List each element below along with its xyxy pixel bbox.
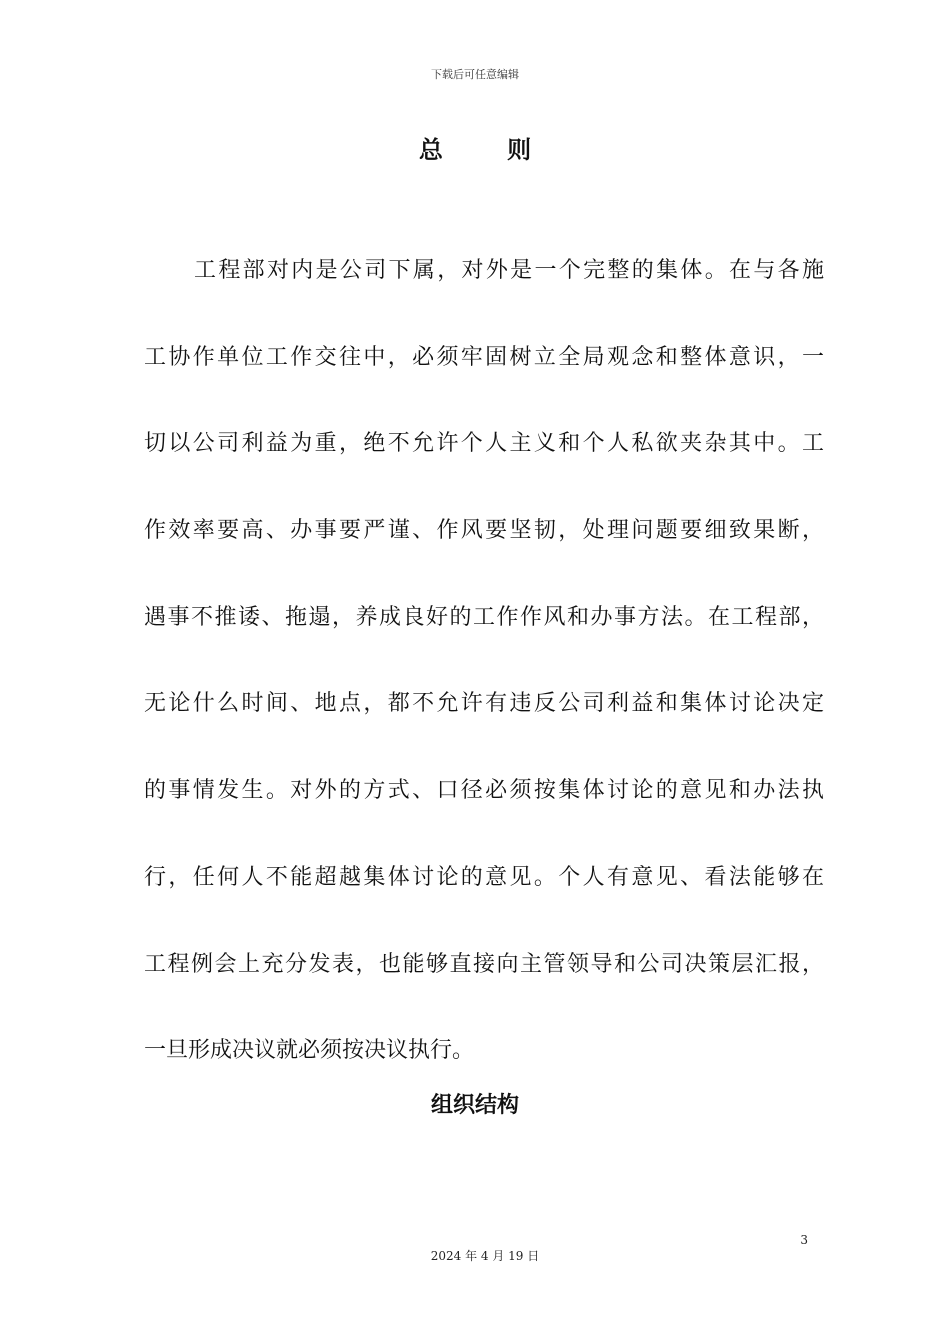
paragraph-line: 工协作单位工作交往中，必须牢固树立全局观念和整体意识，一 [144, 344, 824, 370]
paragraph-line: 工程部对内是公司下属，对外是一个完整的集体。在与各施 [194, 258, 824, 283]
header-note: 下载后可任意编辑 [431, 68, 519, 81]
paragraph-line: 工程例会上充分发表，也能够直接向主管领导和公司决策层汇报， [144, 951, 824, 977]
paragraph-line: 的事情发生。对外的方式、口径必须按集体讨论的意见和办法执 [144, 778, 824, 804]
page-number: 3 [800, 1233, 808, 1247]
paragraph-line: 行，任何人不能超越集体讨论的意见。个人有意见、看法能够在 [144, 864, 824, 890]
paragraph-line: 切以公司利益为重，绝不允许个人主义和个人私欲夹杂其中。工 [144, 431, 824, 457]
footer-date: 2024 年 4 月 19 日 [430, 1249, 540, 1263]
paragraph-line: 无论什么时间、地点，都不允许有违反公司利益和集体讨论决定 [144, 691, 824, 717]
paragraph-line: 作效率要高、办事要严谨、作风要坚韧，处理问题要细致果断， [144, 518, 824, 544]
paragraph-line: 一旦形成决议就必须按决议执行。 [144, 1038, 475, 1064]
paragraph-line: 遇事不推诿、拖遢，养成良好的工作作风和办事方法。在工程部， [144, 604, 824, 630]
page-title: 总 则 [418, 136, 560, 164]
body-paragraph [144, 228, 824, 1095]
section-heading: 组织结构 [430, 1093, 519, 1118]
